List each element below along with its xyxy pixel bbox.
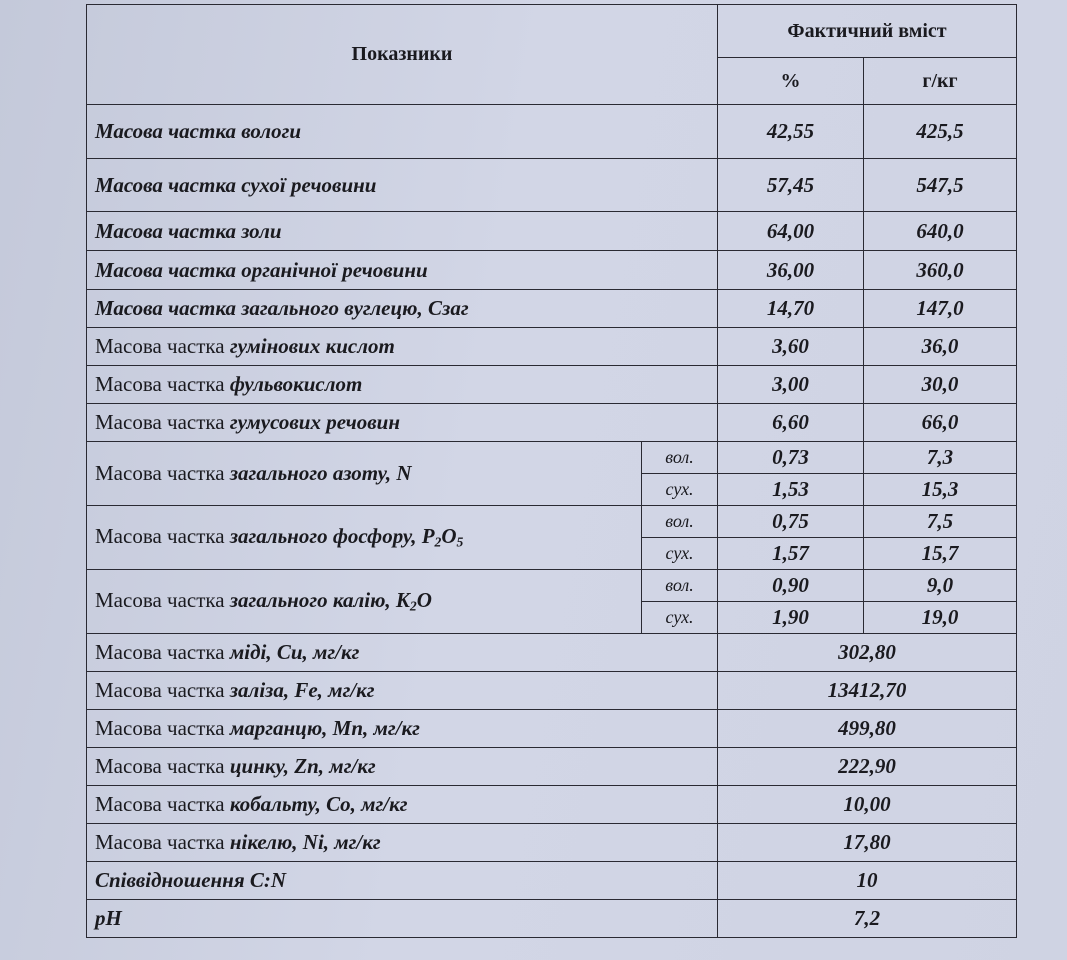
header-row xyxy=(87,5,1017,58)
table-row xyxy=(87,748,1017,786)
merged-value: 222,90 xyxy=(718,748,1017,786)
term-text: загального фосфору, P xyxy=(229,524,435,549)
row-prefix: Масова частка xyxy=(95,792,225,816)
subscript: 5 xyxy=(456,534,464,550)
merged-value: 499,80 xyxy=(718,710,1017,748)
percent-value: 64,00 xyxy=(718,212,864,251)
row-term: гумусових речовин xyxy=(229,410,401,434)
ph-value: 7,2 xyxy=(718,900,1017,938)
percent-value: 14,70 xyxy=(718,290,864,328)
row-name: Масова частка сухої речовини xyxy=(87,159,718,212)
row-prefix: Масова частка xyxy=(95,830,225,854)
subscript: 2 xyxy=(434,534,442,550)
merged-value: 302,80 xyxy=(718,634,1017,672)
table-row xyxy=(87,442,1017,474)
ph-name: pH xyxy=(87,900,718,938)
table-row xyxy=(87,710,1017,748)
percent-value: 42,55 xyxy=(718,105,864,159)
percent-value: 3,00 xyxy=(718,366,864,404)
gkg-value: 640,0 xyxy=(864,212,1017,251)
table-row xyxy=(87,824,1017,862)
ratio-name: Співвідношення C:N xyxy=(87,862,718,900)
wet-basis-label: вол. xyxy=(642,442,718,474)
percent-value: 0,73 xyxy=(718,442,864,474)
row-prefix: Масова частка xyxy=(95,754,225,778)
table-row xyxy=(87,506,1017,538)
row-term: нікелю, Ni, мг/кг xyxy=(229,830,381,854)
indicator-header: Показники xyxy=(87,5,718,105)
percent-value: 0,75 xyxy=(718,506,864,538)
row-term xyxy=(230,524,464,548)
row-term: заліза, Fe, мг/кг xyxy=(229,678,375,702)
row-term: кобальту, Co, мг/кг xyxy=(229,792,408,816)
row-prefix: Масова частка xyxy=(95,716,225,740)
row-name xyxy=(87,506,642,570)
row-name: Масова частка вологи xyxy=(87,105,718,159)
row-name xyxy=(87,672,718,710)
table-row xyxy=(87,672,1017,710)
gkg-value: 7,5 xyxy=(864,506,1017,538)
gkg-value: 547,5 xyxy=(864,159,1017,212)
row-prefix: Масова частка xyxy=(95,678,225,702)
percent-value: 1,90 xyxy=(718,602,864,634)
percent-value: 6,60 xyxy=(718,404,864,442)
gkg-value: 36,0 xyxy=(864,328,1017,366)
row-term: загального азоту, N xyxy=(229,461,412,485)
gkg-value: 19,0 xyxy=(864,602,1017,634)
row-name: Масова частка золи xyxy=(87,212,718,251)
term-text: O xyxy=(441,524,457,549)
row-term: фульвокислот xyxy=(229,372,363,396)
merged-value: 10,00 xyxy=(718,786,1017,824)
percent-header: % xyxy=(718,58,864,105)
merged-value: 13412,70 xyxy=(718,672,1017,710)
dry-basis-label: сух. xyxy=(642,474,718,506)
gkg-value: 7,3 xyxy=(864,442,1017,474)
row-name: Масова частка загального вуглецю, Сзаг xyxy=(87,290,718,328)
row-term xyxy=(230,588,432,612)
row-prefix: Масова частка xyxy=(95,588,225,613)
percent-value: 57,45 xyxy=(718,159,864,212)
table-row xyxy=(87,366,1017,404)
gkg-value: 147,0 xyxy=(864,290,1017,328)
dry-basis-label: сух. xyxy=(642,538,718,570)
table-row xyxy=(87,328,1017,366)
dry-basis-label: сух. xyxy=(642,602,718,634)
table-row xyxy=(87,862,1017,900)
row-prefix: Масова частка xyxy=(95,372,225,396)
gkg-value: 15,7 xyxy=(864,538,1017,570)
ratio-value: 10 xyxy=(718,862,1017,900)
percent-value: 1,57 xyxy=(718,538,864,570)
table-row xyxy=(87,159,1017,212)
row-name xyxy=(87,634,718,672)
row-name xyxy=(87,442,642,506)
percent-value: 1,53 xyxy=(718,474,864,506)
gkg-value: 360,0 xyxy=(864,251,1017,290)
table-row xyxy=(87,634,1017,672)
gkg-value: 425,5 xyxy=(864,105,1017,159)
row-name xyxy=(87,366,718,404)
row-name xyxy=(87,328,718,366)
row-prefix: Масова частка xyxy=(95,410,225,434)
row-term: гумінових кислот xyxy=(229,334,395,358)
row-term: міді, Cu, мг/кг xyxy=(229,640,360,664)
table-row xyxy=(87,786,1017,824)
row-term: марганцю, Mn, мг/кг xyxy=(229,716,420,740)
wet-basis-label: вол. xyxy=(642,570,718,602)
actual-content-header: Фактичний вміст xyxy=(718,5,1017,58)
row-name xyxy=(87,404,718,442)
row-prefix: Масова частка xyxy=(95,640,225,664)
table-row xyxy=(87,251,1017,290)
table-row xyxy=(87,290,1017,328)
gkg-value: 66,0 xyxy=(864,404,1017,442)
gkg-value: 9,0 xyxy=(864,570,1017,602)
gkg-value: 15,3 xyxy=(864,474,1017,506)
term-text: O xyxy=(416,588,432,613)
gkg-value: 30,0 xyxy=(864,366,1017,404)
merged-value: 17,80 xyxy=(718,824,1017,862)
row-prefix: Масова частка xyxy=(95,461,225,485)
row-name xyxy=(87,786,718,824)
row-name: Масова частка органічної речовини xyxy=(87,251,718,290)
row-name xyxy=(87,710,718,748)
row-name xyxy=(87,748,718,786)
row-name xyxy=(87,824,718,862)
term-text: загального калію, K xyxy=(229,588,410,613)
table-row xyxy=(87,105,1017,159)
gkg-header: г/кг xyxy=(864,58,1017,105)
percent-value: 3,60 xyxy=(718,328,864,366)
row-term: цинку, Zn, мг/кг xyxy=(229,754,376,778)
table-row xyxy=(87,570,1017,602)
subscript: 2 xyxy=(409,598,417,614)
row-prefix: Масова частка xyxy=(95,334,225,358)
table-row xyxy=(87,900,1017,938)
analysis-table xyxy=(86,4,1017,938)
percent-value: 36,00 xyxy=(718,251,864,290)
table-row xyxy=(87,212,1017,251)
percent-value: 0,90 xyxy=(718,570,864,602)
table-row xyxy=(87,404,1017,442)
row-name xyxy=(87,570,642,634)
wet-basis-label: вол. xyxy=(642,506,718,538)
row-prefix: Масова частка xyxy=(95,524,225,549)
